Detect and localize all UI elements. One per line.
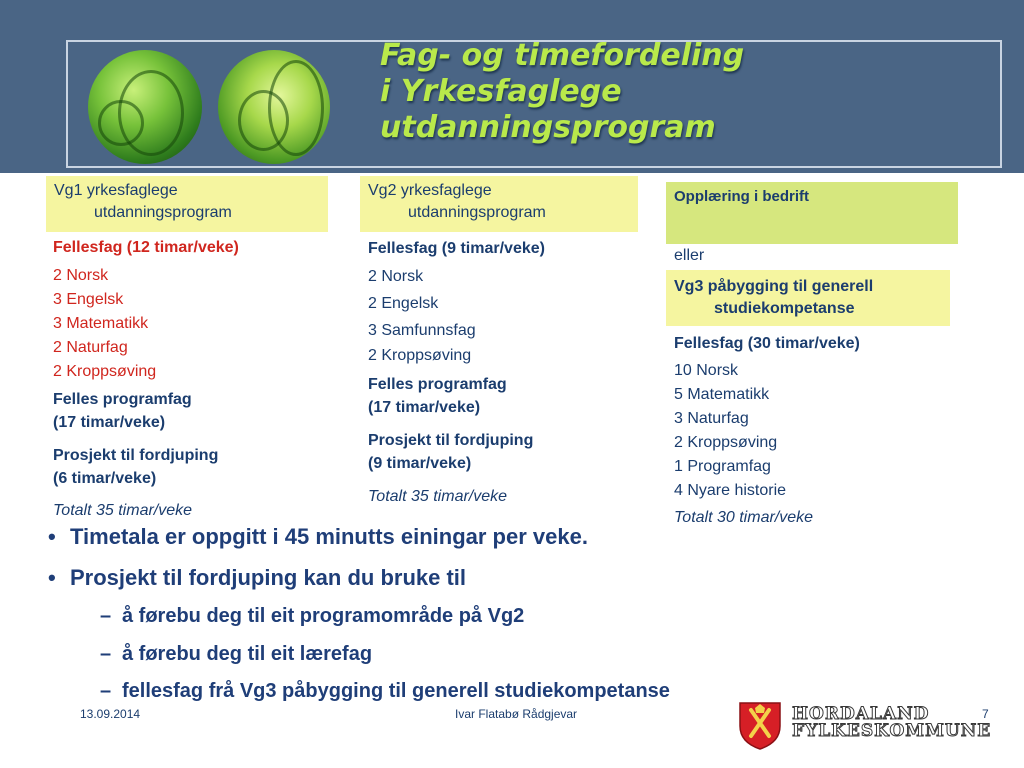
vg1-subject: 3 Engelsk: [53, 291, 124, 308]
bullet-2: [48, 564, 466, 592]
vg1-total: Totalt 35 timar/veke: [53, 502, 193, 519]
vg2-subject: 2 Kroppsøving: [368, 347, 472, 364]
footer-author: Ivar Flatabø Rådgjevar: [455, 707, 578, 721]
sub-bullet-1-text: å førebu deg til eit programområde på Vg2: [122, 605, 525, 627]
vg1-subject: 2 Naturfag: [53, 339, 128, 356]
vg3-subject: 3 Naturfag: [674, 410, 749, 427]
vg2-subject: 2 Norsk: [368, 268, 424, 285]
bullet-1-text: Timetala er oppgitt i 45 minutts einingar per veke.: [70, 524, 588, 549]
vg3-subject: 10 Norsk: [674, 362, 739, 379]
vg1-header-box: [46, 176, 328, 232]
leaf-photo-2: [218, 50, 330, 164]
dash-icon: –: [100, 643, 112, 665]
vg2-programfag: Felles programfag: [368, 376, 507, 393]
sub-bullet-3-text: fellesfag frå Vg3 påbygging til generell studiekompetanse: [122, 680, 670, 702]
vg2-prosjekt-hours: (9 timar/veke): [368, 455, 472, 472]
vg1-header-line-1: Vg1 yrkesfaglege: [54, 182, 178, 199]
footer-date: 13.09.2014: [80, 707, 141, 721]
bullet-dot-icon: •: [48, 524, 56, 549]
vg1-prosjekt: Prosjekt til fordjuping: [53, 447, 219, 464]
vg1-header-line-2: utdanningsprogram: [94, 204, 232, 221]
vg1-subject: 2 Norsk: [53, 267, 109, 284]
vg2-subject: 3 Samfunnsfag: [368, 322, 476, 339]
bullet-2-text: Prosjekt til fordjuping kan du bruke til: [70, 565, 467, 590]
title-line-2: i Yrkesfaglege: [380, 74, 622, 109]
vg2-header-box: [360, 176, 638, 232]
vg2-programfag-hours: (17 timar/veke): [368, 399, 481, 416]
logo-line-2: FYLKESKOMMUNE: [792, 721, 992, 741]
opplaering-label: Opplæring i bedrift: [674, 188, 809, 205]
vg1-programfag-hours: (17 timar/veke): [53, 414, 166, 431]
hordaland-logo: [792, 706, 991, 740]
vg1-programfag: Felles programfag: [53, 391, 192, 408]
leaf-photo-1: [88, 50, 202, 164]
vg3-subject: 1 Programfag: [674, 458, 771, 475]
sub-bullet-3: [100, 677, 670, 705]
vg2-subject: 2 Engelsk: [368, 295, 439, 312]
coat-of-arms-icon: [737, 700, 783, 750]
dash-icon: –: [100, 605, 112, 627]
vg2-fellesfag: Fellesfag (9 timar/veke): [368, 240, 545, 257]
vg3-fellesfag: Fellesfag (30 timar/veke): [674, 335, 860, 352]
sub-bullet-1: [100, 602, 524, 630]
vg1-subject: 3 Matematikk: [53, 315, 149, 332]
sub-bullet-2-text: å førebu deg til eit lærefag: [122, 643, 373, 665]
vg3-subject: 4 Nyare historie: [674, 482, 787, 499]
bullet-1: [48, 523, 588, 551]
eller-label: eller: [674, 247, 705, 264]
vg2-header-line-2: utdanningsprogram: [408, 204, 546, 221]
logo-line-1: HORDALAND: [792, 704, 930, 724]
vg1-subject: 2 Kroppsøving: [53, 363, 157, 380]
vg3-header-box: [666, 270, 950, 326]
vg2-prosjekt: Prosjekt til fordjuping: [368, 432, 534, 449]
vg3-subject: 5 Matematikk: [674, 386, 770, 403]
vg3-header-line-1: Vg3 påbygging til generell: [674, 278, 874, 295]
bullet-dot-icon: •: [48, 565, 56, 590]
vg1-fellesfag: Fellesfag (12 timar/veke): [53, 239, 239, 256]
title-line-1: Fag- og timefordeling: [380, 38, 745, 73]
slide-title: [380, 38, 940, 146]
vg3-subject: 2 Kroppsøving: [674, 434, 778, 451]
vg2-header-line-1: Vg2 yrkesfaglege: [368, 182, 492, 199]
vg3-header-line-2: studiekompetanse: [714, 300, 855, 317]
dash-icon: –: [100, 680, 112, 702]
vg3-total: Totalt 30 timar/veke: [674, 509, 814, 526]
footer-page-number: 7: [982, 707, 989, 721]
vg1-prosjekt-hours: (6 timar/veke): [53, 470, 157, 487]
opplaering-box: [666, 182, 958, 244]
sub-bullet-2: [100, 640, 372, 668]
title-line-3: utdanningsprogram: [380, 110, 716, 145]
vg2-total: Totalt 35 timar/veke: [368, 488, 508, 505]
